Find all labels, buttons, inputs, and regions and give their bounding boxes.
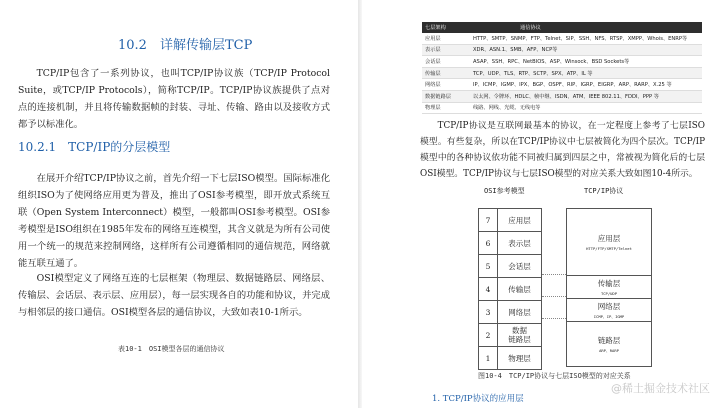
osi-layer-number: 7: [479, 209, 498, 231]
osi-layer-name: 传输层: [508, 284, 531, 294]
table-cell-layer: 物理层: [422, 102, 470, 114]
osi-stack: [478, 208, 542, 370]
tcpip-stack: [566, 208, 652, 367]
tcpip-layer: [566, 208, 652, 275]
table-cell-layer: 网络层: [422, 79, 470, 91]
table-cell-protocols: IP、ICMP、IGMP、IPX、BGP、OSPF、RIP、IGRP、EIGRP、ARP、RARP、X.25 等: [470, 79, 702, 91]
osi-layer: [478, 323, 542, 346]
table-header-row: [422, 22, 702, 33]
osi-layer-name: 会话层: [508, 261, 531, 271]
osi-layer: [478, 346, 542, 370]
osi-layer: [478, 254, 542, 277]
table-caption: 表10-1 OSI模型各层的通信协议: [118, 345, 225, 353]
osi-layer-number: 2: [479, 324, 498, 346]
tcpip-layer-name: 应用层: [597, 234, 621, 243]
osi-layer-name: 应用层: [508, 215, 531, 225]
header-protocol: 通信协议: [470, 22, 702, 33]
osi-layer-name: 网络层: [508, 307, 531, 317]
next-heading: 1. TCP/IP协议的应用层: [432, 394, 524, 404]
mapping-line: [542, 274, 566, 275]
osi-tcpip-diagram: [470, 182, 660, 367]
table-row: [422, 44, 702, 56]
osi-layer: [478, 300, 542, 323]
figure-caption: 图10-4 TCP/IP协议与七层ISO模型的对应关系: [478, 372, 631, 380]
tcpip-layer-name: 传输层: [597, 279, 621, 288]
table-row: [422, 56, 702, 68]
tcpip-layer-protocols: TCP/UDP: [600, 291, 617, 296]
osi-paragraph-1: 在展开介绍TCP/IP协议之前，首先介绍一下七层ISO模型。国际标准化组织ISO为了使网络应用更为普及，推出了OSI参考模型，即开放式系统互联（Open System Interconnect）模型，一般都叫OSI参考模型。OSI参考模型是ISO组织在1985年发布的网络互连模型，其含义就是为所有公司使用一个统一的规范来控制网络，这样所有公司遵循相同的通信规范，网络就能互联互通了。: [18, 173, 330, 269]
tcpip-layer: [566, 298, 652, 321]
tcpip-layer-protocols: HTTP/FTP/SMTP/Telnet: [586, 246, 632, 251]
subsection-title: 10.2.1 TCP/IP的分层模型: [18, 140, 171, 154]
osi-layer: [478, 231, 542, 254]
tcpip-paragraph: TCP/IP协议是互联网最基本的协议，在一定程度上参考了七层ISO模型。有些复杂，所以在TCP/IP协议中七层被简化为四个层次。TCP/IP模型中的各种协议依功能不同被归属到四层之中，常被视为简化后的七层OSI模型。TCP/IP协议与七层ISO模型的对应关系大致如图10-4所示。: [420, 121, 705, 179]
header-layer: 七层架构: [422, 22, 470, 33]
tcpip-layer: [566, 321, 652, 367]
section-title: 10.2 详解传输层TCP: [118, 38, 253, 53]
table-row: [422, 102, 702, 114]
osi-layer: [478, 208, 542, 231]
mapping-line: [542, 296, 566, 297]
table-row: [422, 33, 702, 44]
table-cell-protocols: 以太网、令牌环、HDLC、帧中继、ISDN、ATM、IEEE 802.11、FDDI、PPP 等: [470, 90, 702, 102]
osi-layer-number: 3: [479, 301, 498, 323]
osi-layer-name: 表示层: [508, 238, 531, 248]
book-gutter: [358, 0, 362, 408]
mapping-line: [542, 318, 566, 319]
table-cell-layer: 会话层: [422, 56, 470, 68]
tcpip-layer-protocols: ARP、RARP: [599, 347, 619, 353]
tcpip-layer: [566, 275, 652, 298]
osi-layer-number: 5: [479, 255, 498, 277]
table-cell-protocols: 线路、网线、光缆、无线电等: [470, 102, 702, 114]
osi-layer-number: 4: [479, 278, 498, 300]
table-cell-protocols: ASAP、SSH、RPC、NetBIOS、ASP、Winsock、BSD Sockets等: [470, 56, 702, 68]
table-cell-layer: 数据链路层: [422, 90, 470, 102]
tcpip-layer-name: 网络层: [597, 301, 621, 311]
osi-layer-number: 6: [479, 232, 498, 254]
tcpip-title: TCP/IP协议: [584, 187, 624, 195]
table-cell-protocols: HTTP、SMTP、SNMP、FTP、Telnet、SIP、SSH、NFS、RTSP、XMPP、Whois、ENRP等: [470, 33, 702, 44]
table-row: [422, 67, 702, 79]
osi-paragraph-2: OSI模型定义了网络互连的七层框架（物理层、数据链路层、网络层、传输层、会话层、表示层、应用层），每一层实现各自的功能和协议，并完成与相邻层的接口通信。OSI模型各层的通信协议，大致如表10-1所示。: [18, 273, 330, 318]
table-row: [422, 79, 702, 91]
osi-title: OSI参考模型: [484, 187, 525, 195]
osi-protocol-table: [422, 22, 702, 114]
table-row: [422, 90, 702, 102]
table-cell-protocols: XDR、ASN.1、SMB、AFP、NCP等: [470, 44, 702, 56]
osi-layer: [478, 277, 542, 300]
table-cell-layer: 表示层: [422, 44, 470, 56]
tcpip-layer-protocols: ICMP、IP、IGMP: [593, 313, 625, 319]
watermark: @稀土掘金技术社区: [611, 382, 710, 395]
table-cell-layer: 应用层: [422, 33, 470, 44]
osi-layer-number: 1: [479, 347, 498, 369]
table-cell-protocols: TCP、UDP、TLS、RTP、SCTP、SPX、ATP、IL 等: [470, 67, 702, 79]
table-cell-layer: 传输层: [422, 67, 470, 79]
intro-paragraph: TCP/IP包含了一系列协议，也叫TCP/IP协议族（TCP/IP Protocol Suite，或TCP/IP Protocols），简称TCP/IP。TCP/IP协议族提供了点对点的连接机制，并且将传输数据帧的封装、寻址、传输、路由以及接收方式都予以标准化。: [18, 68, 330, 130]
osi-layer-name: 物理层: [508, 353, 531, 363]
osi-layer-name: 数据 链路层: [508, 326, 531, 344]
tcpip-layer-name: 链路层: [597, 335, 621, 345]
